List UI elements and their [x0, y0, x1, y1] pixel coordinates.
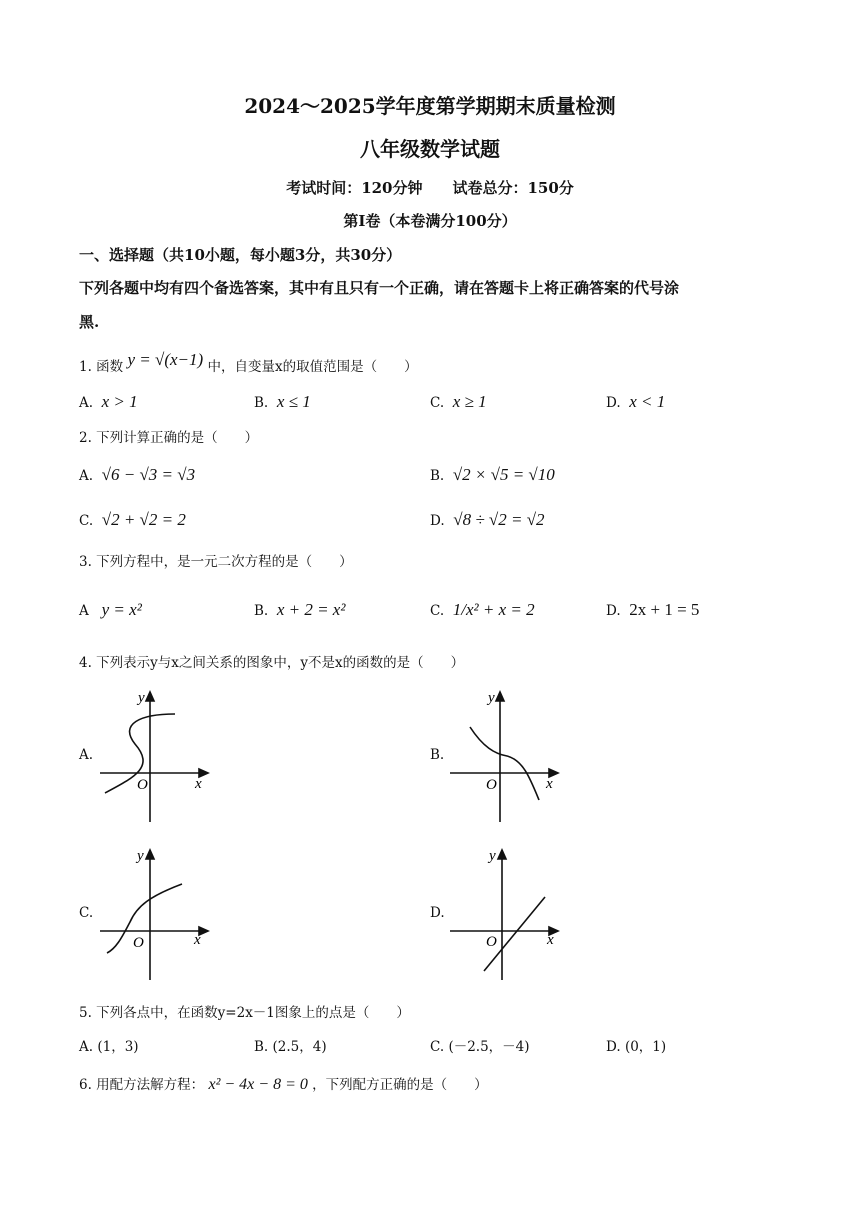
option-text: √2 + √2 = 2 [101, 510, 186, 529]
question-5-stem: 5. 下列各点中，在函数y=2x－1图象上的点是（ ） [79, 1005, 410, 1021]
question-3-option-a[interactable] [79, 600, 142, 620]
section-instruction: 下列各题中均有四个备选答案，其中有且只有一个正确，请在答题卡上将正确答案的代号涂 [79, 279, 680, 297]
question-1-option-d[interactable] [606, 392, 665, 412]
option-label: A. [79, 395, 94, 411]
option-label: A [79, 603, 89, 619]
option-text: (－2.5，－4) [448, 1039, 530, 1055]
y-axis-arrow-icon [146, 850, 154, 859]
option-text: x + 2 = x² [276, 600, 346, 619]
option-label: C. [430, 603, 445, 619]
graph-c[interactable] [95, 840, 220, 985]
option-label: B. [430, 468, 445, 484]
x-axis-label: x [546, 776, 553, 792]
option-text: √2 × √5 = √10 [452, 465, 555, 484]
question-1-option-a[interactable] [79, 392, 138, 412]
question-1-prefix: 1. 函数 [79, 359, 124, 375]
question-3-option-b[interactable] [254, 600, 345, 620]
question-3-option-d[interactable] [606, 600, 699, 620]
curve-b [470, 727, 539, 800]
option-label: D. [606, 1039, 621, 1055]
option-text: (2.5，4) [272, 1039, 327, 1055]
option-text: (0，1) [624, 1039, 667, 1055]
option-label: A. [79, 468, 94, 484]
y-axis-arrow-icon [498, 850, 506, 859]
option-label: C. [430, 1039, 445, 1055]
question-2-option-a[interactable] [79, 465, 195, 485]
option-label: B. [254, 1039, 269, 1055]
y-axis-arrow-icon [496, 692, 504, 701]
origin-label: O [137, 777, 148, 793]
option-label: C. [430, 395, 445, 411]
question-4-option-d-label[interactable]: D. [430, 905, 445, 921]
question-1-option-c[interactable] [430, 392, 487, 412]
option-label: D. [606, 395, 621, 411]
y-axis-label: y [488, 690, 495, 706]
curve-c [107, 884, 182, 953]
option-text: √6 − √3 = √3 [101, 465, 196, 484]
option-text: x ≥ 1 [452, 392, 487, 411]
question-4-option-c-label[interactable]: C. [79, 905, 94, 921]
option-label: D. [430, 513, 445, 529]
graph-a[interactable] [95, 682, 220, 827]
question-2-stem: 2. 下列计算正确的是（ ） [79, 430, 259, 446]
origin-label: O [486, 934, 497, 950]
question-5-option-a[interactable] [79, 1035, 139, 1055]
option-text: x < 1 [629, 392, 666, 411]
y-axis-label: y [489, 848, 496, 864]
exam-title: 2024～2025学年度第学期期末质量检测 [244, 94, 616, 118]
question-5-option-d[interactable] [606, 1035, 666, 1055]
exam-info: 考试时间：120分钟 试卷总分：150分 [286, 179, 574, 197]
option-text: y = x² [101, 600, 142, 619]
origin-label: O [133, 935, 144, 951]
option-text: 1/x² + x = 2 [452, 600, 535, 619]
question-5-option-c[interactable] [430, 1035, 530, 1055]
question-3-stem: 3. 下列方程中，是一元二次方程的是（ ） [79, 554, 353, 570]
option-text: √8 ÷ √2 = √2 [453, 510, 545, 529]
option-text: 2x + 1 = 5 [629, 600, 700, 619]
question-2-option-c[interactable] [79, 510, 186, 530]
question-3-option-c[interactable] [430, 600, 535, 620]
exam-subtitle: 八年级数学试题 [360, 137, 500, 161]
y-axis-label: y [137, 848, 144, 864]
x-axis-label: x [194, 932, 201, 948]
y-axis-label: y [138, 690, 145, 706]
question-4-option-a-label[interactable]: A. [79, 747, 94, 763]
option-text: (1，3) [97, 1039, 139, 1055]
option-label: A. [79, 1039, 94, 1055]
x-axis-label: x [547, 932, 554, 948]
option-label: B. [254, 395, 269, 411]
volume-label: 第Ⅰ卷（本卷满分100分） [343, 212, 517, 230]
option-text: x ≤ 1 [276, 392, 311, 411]
question-1-stem [79, 350, 418, 376]
question-4-stem: 4. 下列表示y与x之间关系的图象中，y不是x的函数的是（ ） [79, 655, 465, 671]
question-4-option-b-label[interactable]: B. [430, 747, 445, 763]
section-instruction-cont: 黑. [79, 313, 100, 331]
y-axis-arrow-icon [146, 692, 154, 701]
question-2-option-b[interactable] [430, 465, 555, 485]
question-6-stem [79, 1073, 488, 1094]
option-label: C. [79, 513, 94, 529]
origin-label: O [486, 777, 497, 793]
question-6-prefix: 6. 用配方法解方程： [79, 1077, 205, 1093]
question-1-formula: y = √(x−1) [127, 350, 204, 369]
option-text: x > 1 [101, 392, 138, 411]
question-1-option-b[interactable] [254, 392, 311, 412]
graph-d[interactable] [445, 840, 570, 985]
graph-b[interactable] [445, 682, 570, 827]
question-5-option-b[interactable] [254, 1035, 327, 1055]
question-6-formula: x² − 4x − 8 = 0 [208, 1076, 308, 1093]
section-heading: 一、选择题（共10小题，每小题3分，共30分） [79, 246, 402, 264]
question-2-option-d[interactable] [430, 510, 545, 530]
option-label: D. [606, 603, 621, 619]
option-label: B. [254, 603, 269, 619]
question-6-suffix: ，下列配方正确的是（ ） [312, 1077, 488, 1093]
question-1-suffix: 中，自变量x的取值范围是（ ） [207, 359, 418, 375]
x-axis-label: x [195, 776, 202, 792]
